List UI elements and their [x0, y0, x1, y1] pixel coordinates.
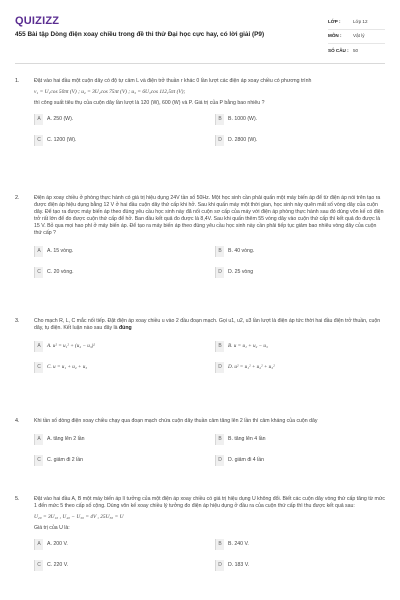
option-letter: D — [215, 560, 224, 571]
option-text: A. 250 (W). — [47, 116, 74, 123]
option-a[interactable] — [34, 433, 204, 446]
option-letter: A — [34, 434, 43, 445]
option-text: D. 2800 (W). — [228, 137, 258, 144]
question-text-main: Cho mạch R, L, C mắc nối tiếp. Đặt điện áp xoay chiều u vào 2 đầu đoạn mạch. Gọi u1, u2, u3 lần lượt là điện áp tức thời hai đầu điện trở thuần, cuộn dây, tụ điện. Kết luận nào sau đây là — [34, 318, 381, 332]
option-text: D. 25 vòng — [228, 269, 254, 276]
option-letter: C — [34, 455, 43, 466]
option-b[interactable] — [215, 340, 385, 353]
option-c[interactable] — [34, 361, 204, 374]
answer-options — [34, 113, 385, 149]
option-c[interactable] — [34, 266, 204, 279]
option-text: C. 220 V. — [47, 562, 69, 569]
question-3 — [15, 318, 385, 376]
option-letter: B — [215, 246, 224, 257]
answer-options — [34, 433, 385, 469]
question-4 — [15, 418, 385, 469]
meta-table — [328, 16, 385, 58]
option-b[interactable] — [215, 113, 385, 126]
option-letter: D — [215, 135, 224, 146]
option-c[interactable] — [34, 559, 204, 572]
option-text: C. 20 vòng. — [47, 269, 74, 276]
option-b[interactable] — [215, 538, 385, 551]
option-letter: B — [215, 341, 224, 352]
question-text: Đặt vào hai đầu một cuộn dây có độ tự cảm L và điện trở thuần r khác 0 lần lượt các điện áp xoay chiều có phương trình — [34, 78, 312, 84]
question-formula: v₁ = U₁cos 50πt (V) ; u₂ = 3U₂cos 75πt (V) ; u₃ = 6U₃cos 112,5πt (V); — [34, 89, 186, 96]
option-letter: A — [34, 246, 43, 257]
question-text — [34, 318, 385, 332]
question-text: Khi tần số dòng điện xoay chiều chạy qua đoạn mạch chứa cuộn dây thuần cảm tăng lên 2 lần thì cảm kháng của cuộn dây — [34, 418, 318, 424]
option-letter: A — [34, 539, 43, 550]
option-letter: C — [34, 135, 43, 146]
option-d[interactable] — [215, 454, 385, 467]
question-formula: U₂₀ = 3U₁₀ , U₄₀ − U₃₀ = 4V , 25U₅₀ = U — [34, 514, 124, 521]
question-extra: thì công suất tiêu thụ của cuộn dây lần lượt là 120 (W), 600 (W) và P. Giá trị của P bằng bao nhiêu ? — [34, 100, 265, 107]
question-text-emphasis: đúng — [119, 325, 132, 332]
option-text: D. u² = u₁² + u₂² + u₃² — [228, 364, 275, 371]
option-text: B. 1000 (W). — [228, 116, 258, 123]
option-a[interactable] — [34, 245, 204, 258]
option-letter: D — [215, 362, 224, 373]
question-text: Điện áp xoay chiều ở phòng thực hành có giá trị hiệu dụng 24V tần số 50Hz. Một học sinh cần phải quấn một máy biến áp để từ điện áp nói trên tạo ra được điện áp hiệu dụng bằng 12 V ở hai đầu cuộn dây thứ cấp khi hở. Sau khi quấn máy một thời gian, học sinh này quên mất số vòng dây của cuộn dây. Để tạo ra được máy biến áp theo đúng yêu cầu học sinh này đã nối cuộn sơ cấp của máy với điện áp phòng thực hành sau đó dùng vôn kế có điện trở rất lớn để đo được cuộn thứ cấp để hở. Ban đầu kết quả đo được là 8,4V. Sau khi quấn thêm 55 vòng dây vào cuộn thứ cấp thì kết quả đo được là 15 V. Bỏ qua mọi hao phí ở máy biến áp. Để tạo ra máy biến áp theo đúng yêu cầu học sinh này cần phải tiếp tục giảm bao nhiêu vòng dây của cuộn thứ cấp ? — [34, 195, 384, 237]
option-letter: B — [215, 539, 224, 550]
option-text: A. tăng lên 2 lần — [47, 436, 85, 442]
option-text: B. 240 V. — [228, 541, 249, 548]
question-extra: Giá trị của U là: — [34, 525, 70, 532]
answer-options — [34, 245, 385, 281]
header-divider — [15, 63, 385, 64]
option-a[interactable] — [34, 340, 204, 353]
option-b[interactable] — [215, 245, 385, 258]
option-c[interactable] — [34, 454, 204, 467]
option-text: A. u² = u₁² + (u₂ − u₃)² — [47, 343, 95, 350]
option-letter: C — [34, 362, 43, 373]
question-number: 2. — [15, 195, 20, 201]
option-letter: C — [34, 267, 43, 278]
answer-options — [34, 538, 385, 574]
option-text: B. 40 vòng. — [228, 248, 255, 255]
option-letter: D — [215, 267, 224, 278]
question-1 — [15, 78, 385, 149]
option-letter: B — [215, 114, 224, 125]
meta-label: SỐ CÂU : — [328, 47, 349, 53]
meta-label: MÔN : — [328, 33, 342, 39]
question-text: Đặt vào hai đầu A, B một máy biến áp lí tưởng của một điện áp xoay chiều có giá trị hiệu dụng U không đổi. Biết các cuộn dây vòng thứ cấp tăng từ mức 1 đến mức 5 theo cấp số cộng. Dùng vôn kế xoay chiều lý tưởng đo điện áp hiệu dụng ở đầu ra của cuộn thứ cấp thì thu được kết quả sau: — [34, 496, 385, 510]
option-text: B. u = u₁ + u₂ − u₃ — [228, 343, 268, 350]
option-letter: C — [34, 560, 43, 571]
meta-value: Vật lý — [353, 33, 365, 39]
question-2 — [15, 195, 385, 281]
meta-row-count — [328, 44, 385, 58]
option-text: A. 15 vòng. — [47, 248, 74, 255]
meta-row-class — [328, 16, 385, 30]
option-letter: A — [34, 341, 43, 352]
option-letter: A — [34, 114, 43, 125]
option-d[interactable] — [215, 134, 385, 147]
option-a[interactable] — [34, 538, 204, 551]
option-text: C. u = u₁ + u₂ + u₃ — [47, 364, 88, 371]
question-number: 5. — [15, 496, 20, 502]
question-5 — [15, 496, 385, 574]
option-c[interactable] — [34, 134, 204, 147]
worksheet-title: 455 Bài tập Dòng điện xoay chiều trong đề thi thử Đại học cực hay, có lời giải (P9) — [15, 31, 265, 38]
question-number: 1. — [15, 78, 20, 84]
option-letter: B — [215, 434, 224, 445]
option-b[interactable] — [215, 433, 385, 446]
option-text: B. tăng lên 4 lần — [228, 436, 266, 442]
option-letter: D — [215, 455, 224, 466]
option-d[interactable] — [215, 559, 385, 572]
answer-options — [34, 340, 385, 376]
option-text: D. 183 V. — [228, 562, 250, 569]
meta-value: 50 — [353, 47, 359, 53]
option-text: C. 1200 (W). — [47, 137, 77, 144]
worksheet-header — [15, 12, 385, 60]
question-number: 4. — [15, 418, 20, 424]
meta-row-subject — [328, 30, 385, 44]
option-d[interactable] — [215, 361, 385, 374]
option-a[interactable] — [34, 113, 204, 126]
meta-value: Lớp 12 — [353, 19, 368, 25]
meta-label: LỚP : — [328, 19, 341, 25]
option-text: C. giảm đi 2 lần — [47, 457, 84, 463]
option-text: D. giảm đi 4 lần — [228, 457, 265, 463]
quizizz-logo[interactable]: QUIZIZZ — [15, 15, 60, 27]
question-number: 3. — [15, 318, 20, 324]
option-d[interactable] — [215, 266, 385, 279]
option-text: A. 200 V. — [47, 541, 68, 548]
